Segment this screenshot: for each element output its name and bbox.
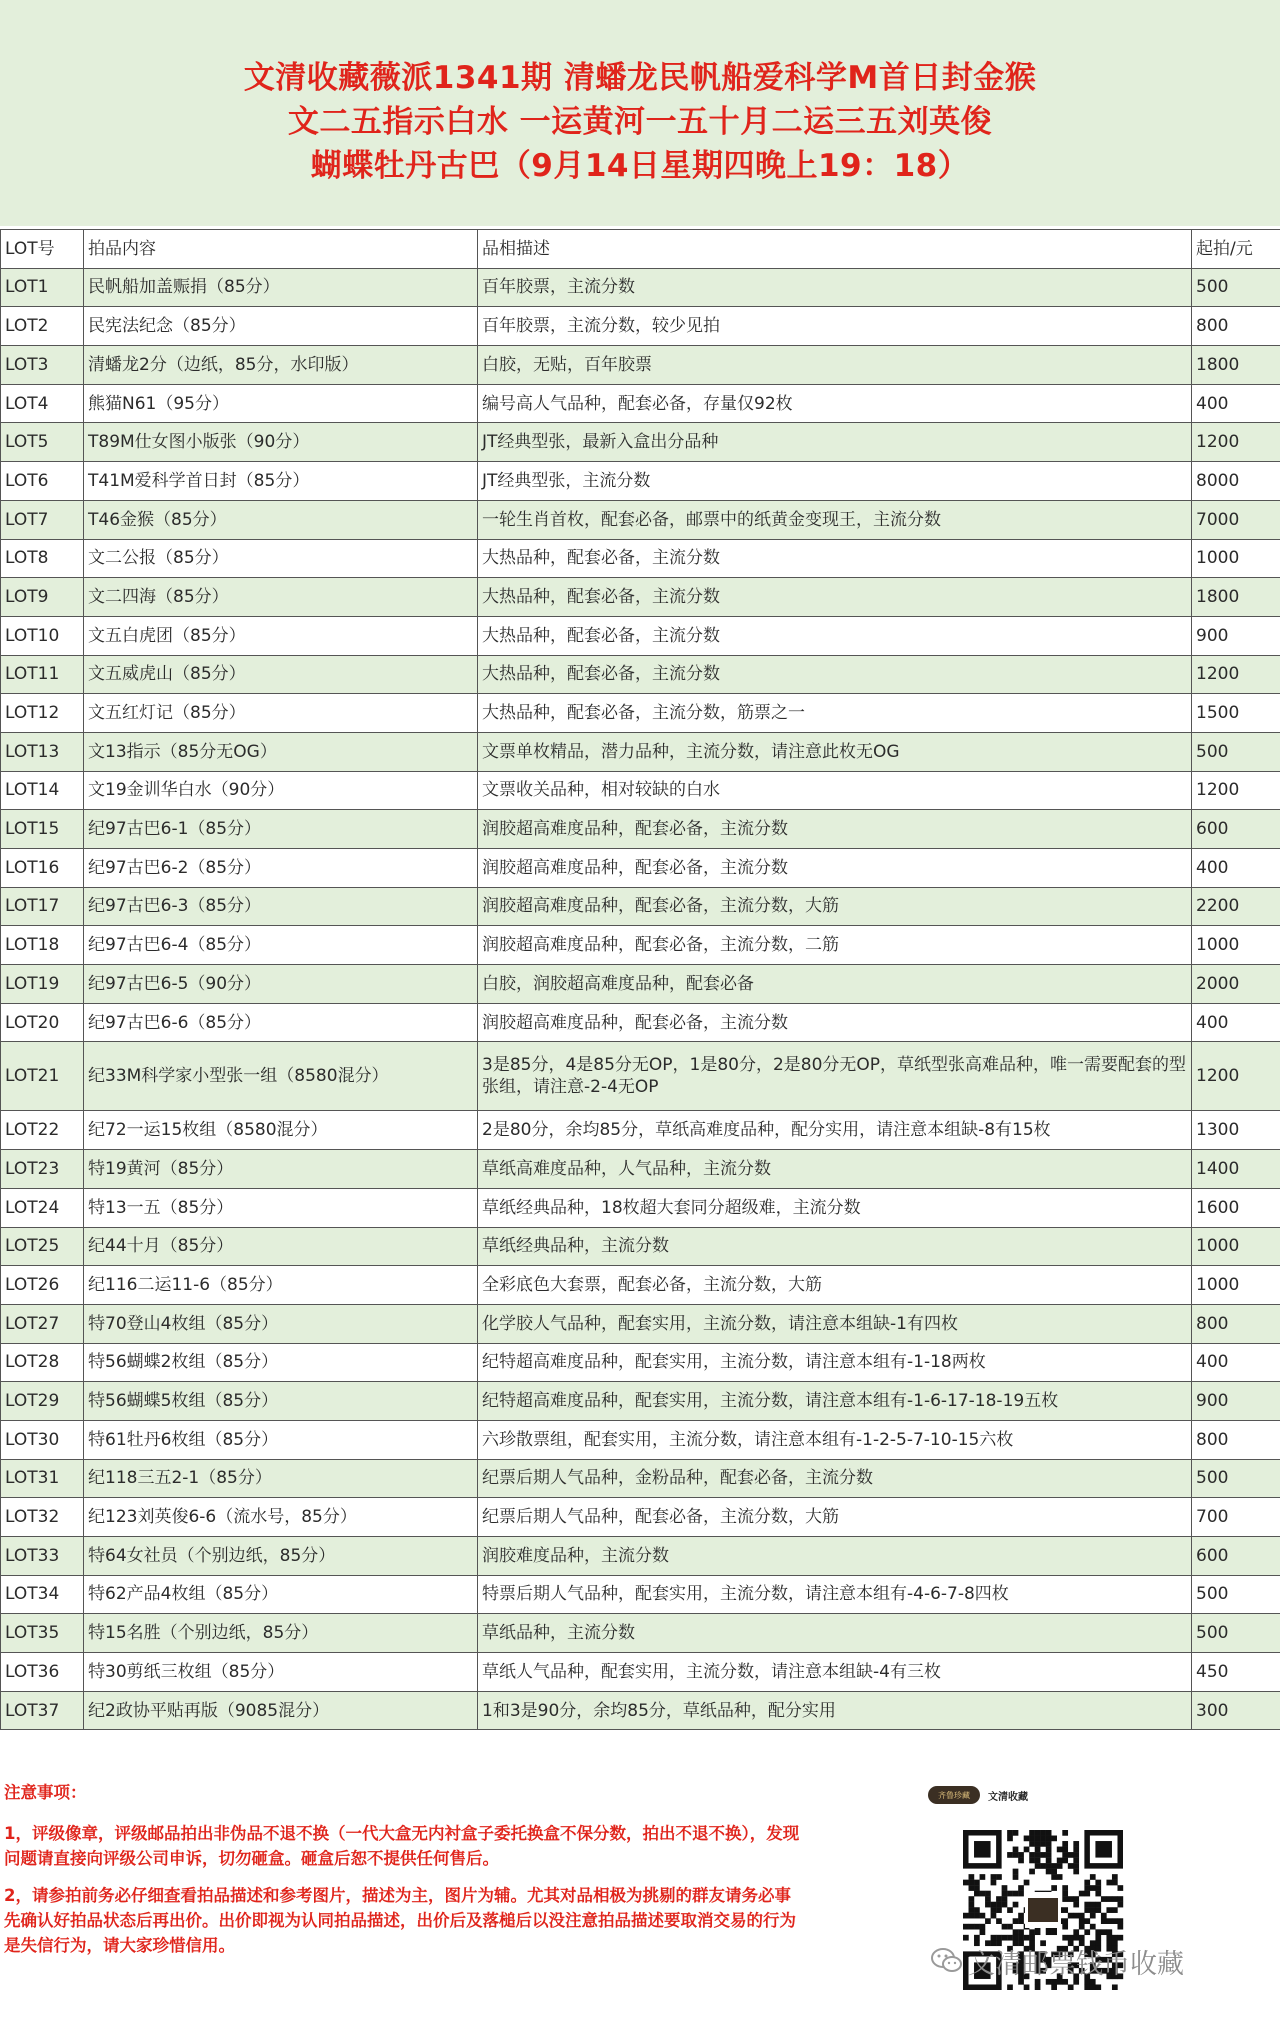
cell-desc: 百年胶票，主流分数，较少见拍 xyxy=(478,307,1192,346)
cell-price: 1600 xyxy=(1192,1188,1280,1227)
table-row xyxy=(1,1459,1280,1498)
cell-price: 500 xyxy=(1192,268,1280,307)
cell-content: 纪72一运15枚组（8580混分） xyxy=(84,1111,478,1150)
auction-table xyxy=(0,229,1280,1730)
cell-content: 特15名胜（个别边纸，85分） xyxy=(84,1614,478,1653)
cell-desc: 白胶，无贴，百年胶票 xyxy=(478,346,1192,385)
cell-lot: LOT3 xyxy=(1,346,84,385)
cell-desc: 全彩底色大套票，配套必备，主流分数，大筋 xyxy=(478,1266,1192,1305)
cell-price: 800 xyxy=(1192,1420,1280,1459)
cell-lot: LOT37 xyxy=(1,1691,84,1730)
table-body xyxy=(1,268,1280,1730)
cell-desc: 草纸人气品种，配套实用，主流分数，请注意本组缺-4有三枚 xyxy=(478,1653,1192,1692)
notes-heading: 注意事项： xyxy=(4,1783,87,1802)
cell-price: 1200 xyxy=(1192,423,1280,462)
cell-desc: 大热品种，配套必备，主流分数 xyxy=(478,655,1192,694)
cell-content: 清蟠龙2分（边纸，85分，水印版） xyxy=(84,346,478,385)
notes-section xyxy=(4,1780,804,1970)
cell-desc: 一轮生肖首枚，配套必备，邮票中的纸黄金变现王，主流分数 xyxy=(478,500,1192,539)
cell-lot: LOT15 xyxy=(1,810,84,849)
cell-content: 纪116二运11-6（85分） xyxy=(84,1266,478,1305)
table-row xyxy=(1,1003,1280,1042)
cell-desc: 润胶超高难度品种，配套必备，主流分数，大筋 xyxy=(478,887,1192,926)
cell-desc: 化学胶人气品种，配套实用，主流分数，请注意本组缺-1有四枚 xyxy=(478,1304,1192,1343)
table-row xyxy=(1,1150,1280,1189)
table-row xyxy=(1,268,1280,307)
cell-price: 400 xyxy=(1192,849,1280,888)
cell-lot: LOT8 xyxy=(1,539,84,578)
table-row xyxy=(1,1266,1280,1305)
cell-price: 1200 xyxy=(1192,655,1280,694)
cell-price: 1500 xyxy=(1192,694,1280,733)
table-row xyxy=(1,346,1280,385)
cell-price: 800 xyxy=(1192,1304,1280,1343)
cell-desc: 百年胶票，主流分数 xyxy=(478,268,1192,307)
cell-price: 300 xyxy=(1192,1691,1280,1730)
cell-desc: 草纸品种，主流分数 xyxy=(478,1614,1192,1653)
table-row xyxy=(1,462,1280,501)
cell-desc: 草纸经典品种，18枚超大套同分超级难，主流分数 xyxy=(478,1188,1192,1227)
header-lot: LOT号 xyxy=(1,230,84,269)
cell-price: 800 xyxy=(1192,307,1280,346)
table-row xyxy=(1,1227,1280,1266)
cell-lot: LOT17 xyxy=(1,887,84,926)
cell-price: 500 xyxy=(1192,1575,1280,1614)
brand-logo: 齐鲁珍藏 xyxy=(928,1786,980,1804)
header-desc: 品相描述 xyxy=(478,230,1192,269)
table-row xyxy=(1,1420,1280,1459)
cell-lot: LOT4 xyxy=(1,384,84,423)
cell-desc: 草纸高难度品种，人气品种，主流分数 xyxy=(478,1150,1192,1189)
cell-content: 文19金训华白水（90分） xyxy=(84,771,478,810)
cell-content: 文二公报（85分） xyxy=(84,539,478,578)
cell-content: 特61牡丹6枚组（85分） xyxy=(84,1420,478,1459)
cell-lot: LOT23 xyxy=(1,1150,84,1189)
cell-lot: LOT28 xyxy=(1,1343,84,1382)
cell-lot: LOT9 xyxy=(1,578,84,617)
table-row xyxy=(1,694,1280,733)
notes-item-2: 2，请参拍前务必仔细查看拍品描述和参考图片，描述为主，图片为辅。尤其对品相极为挑剔的群友请务必事先确认好拍品状态后再出价。出价即视为认同拍品描述，出价后及落槌后以没注意拍品描述要取消交易的行为是失信行为，请大家珍惜信用。 xyxy=(4,1886,796,1955)
cell-desc: 润胶难度品种，主流分数 xyxy=(478,1537,1192,1576)
table-row xyxy=(1,1304,1280,1343)
cell-price: 1000 xyxy=(1192,926,1280,965)
cell-desc: 大热品种，配套必备，主流分数，筋票之一 xyxy=(478,694,1192,733)
table-row xyxy=(1,1691,1280,1730)
cell-content: 纪97古巴6-2（85分） xyxy=(84,849,478,888)
header-content: 拍品内容 xyxy=(84,230,478,269)
cell-lot: LOT33 xyxy=(1,1537,84,1576)
cell-desc: 润胶超高难度品种，配套必备，主流分数 xyxy=(478,849,1192,888)
cell-content: 特70登山4枚组（85分） xyxy=(84,1304,478,1343)
cell-desc: 文票收关品种，相对较缺的白水 xyxy=(478,771,1192,810)
cell-content: 特13一五（85分） xyxy=(84,1188,478,1227)
cell-price: 7000 xyxy=(1192,500,1280,539)
cell-lot: LOT34 xyxy=(1,1575,84,1614)
cell-content: 纪33M科学家小型张一组（8580混分） xyxy=(84,1042,478,1111)
cell-content: 特30剪纸三枚组（85分） xyxy=(84,1653,478,1692)
table-row xyxy=(1,1653,1280,1692)
cell-price: 1200 xyxy=(1192,771,1280,810)
cell-price: 8000 xyxy=(1192,462,1280,501)
cell-desc: 大热品种，配套必备，主流分数 xyxy=(478,616,1192,655)
title-line-1: 文清收藏薇派1341期 清蟠龙民帆船爱科学M首日封金猴 xyxy=(243,60,1037,96)
cell-lot: LOT2 xyxy=(1,307,84,346)
cell-price: 1200 xyxy=(1192,1042,1280,1111)
cell-lot: LOT12 xyxy=(1,694,84,733)
cell-price: 1800 xyxy=(1192,578,1280,617)
cell-lot: LOT10 xyxy=(1,616,84,655)
table-row xyxy=(1,926,1280,965)
table-row xyxy=(1,1343,1280,1382)
table-row xyxy=(1,1382,1280,1421)
table-row xyxy=(1,849,1280,888)
table-row xyxy=(1,1111,1280,1150)
header-price: 起拍/元 xyxy=(1192,230,1280,269)
cell-content: 熊猫N61（95分） xyxy=(84,384,478,423)
table-row xyxy=(1,1042,1280,1111)
cell-content: 文五红灯记（85分） xyxy=(84,694,478,733)
cell-content: 特19黄河（85分） xyxy=(84,1150,478,1189)
cell-lot: LOT29 xyxy=(1,1382,84,1421)
cell-lot: LOT7 xyxy=(1,500,84,539)
wechat-icon xyxy=(930,1946,964,1976)
table-row xyxy=(1,965,1280,1004)
title-block xyxy=(0,0,1280,226)
cell-lot: LOT14 xyxy=(1,771,84,810)
cell-content: 纪118三五2-1（85分） xyxy=(84,1459,478,1498)
cell-desc: 白胶，润胶超高难度品种，配套必备 xyxy=(478,965,1192,1004)
cell-content: 特56蝴蝶5枚组（85分） xyxy=(84,1382,478,1421)
cell-content: 民宪法纪念（85分） xyxy=(84,307,478,346)
cell-lot: LOT26 xyxy=(1,1266,84,1305)
cell-content: T46金猴（85分） xyxy=(84,500,478,539)
cell-content: 文五白虎团（85分） xyxy=(84,616,478,655)
cell-lot: LOT13 xyxy=(1,732,84,771)
cell-content: 纪97古巴6-1（85分） xyxy=(84,810,478,849)
cell-content: 纪97古巴6-6（85分） xyxy=(84,1003,478,1042)
cell-lot: LOT19 xyxy=(1,965,84,1004)
cell-lot: LOT36 xyxy=(1,1653,84,1692)
table-row xyxy=(1,771,1280,810)
table-row xyxy=(1,1614,1280,1653)
cell-price: 400 xyxy=(1192,1003,1280,1042)
cell-price: 900 xyxy=(1192,1382,1280,1421)
title-line-3: 蝴蝶牡丹古巴（9月14日星期四晚上19：18） xyxy=(310,148,970,184)
cell-content: 纪2政协平贴再版（9085混分） xyxy=(84,1691,478,1730)
cell-desc: 纪票后期人气品种，金粉品种，配套必备，主流分数 xyxy=(478,1459,1192,1498)
cell-desc: 纪特超高难度品种，配套实用，主流分数，请注意本组有-1-18两枚 xyxy=(478,1343,1192,1382)
table-row xyxy=(1,810,1280,849)
cell-content: 特56蝴蝶2枚组（85分） xyxy=(84,1343,478,1382)
cell-content: 纪97古巴6-5（90分） xyxy=(84,965,478,1004)
cell-price: 500 xyxy=(1192,1614,1280,1653)
cell-lot: LOT16 xyxy=(1,849,84,888)
cell-lot: LOT20 xyxy=(1,1003,84,1042)
cell-content: 文13指示（85分无OG） xyxy=(84,732,478,771)
title-line-2: 文二五指示白水 一运黄河一五十月二运三五刘英俊 xyxy=(287,104,993,140)
cell-desc: 润胶超高难度品种，配套必备，主流分数 xyxy=(478,1003,1192,1042)
table-row xyxy=(1,616,1280,655)
cell-desc: 文票单枚精品，潜力品种，主流分数，请注意此枚无OG xyxy=(478,732,1192,771)
cell-content: T89M仕女图小版张（90分） xyxy=(84,423,478,462)
cell-lot: LOT25 xyxy=(1,1227,84,1266)
cell-desc: 六珍散票组，配套实用，主流分数，请注意本组有-1-2-5-7-10-15六枚 xyxy=(478,1420,1192,1459)
cell-desc: JT经典型张，最新入盒出分品种 xyxy=(478,423,1192,462)
cell-content: T41M爱科学首日封（85分） xyxy=(84,462,478,501)
cell-desc: 3是85分，4是85分无OP，1是80分，2是80分无OP，草纸型张高难品种，唯一需要配套的型张组，请注意-2-4无OP xyxy=(478,1042,1192,1111)
table-row xyxy=(1,500,1280,539)
table-row xyxy=(1,732,1280,771)
cell-content: 民帆船加盖赈捐（85分） xyxy=(84,268,478,307)
table-row xyxy=(1,307,1280,346)
cell-lot: LOT11 xyxy=(1,655,84,694)
cell-desc: 编号高人气品种，配套必备，存量仅92枚 xyxy=(478,384,1192,423)
table-row xyxy=(1,423,1280,462)
cell-desc: 草纸经典品种，主流分数 xyxy=(478,1227,1192,1266)
table-row xyxy=(1,1575,1280,1614)
cell-content: 特62产品4枚组（85分） xyxy=(84,1575,478,1614)
table-row xyxy=(1,578,1280,617)
cell-lot: LOT35 xyxy=(1,1614,84,1653)
cell-desc: 2是80分，余均85分，草纸高难度品种，配分实用，请注意本组缺-8有15枚 xyxy=(478,1111,1192,1150)
cell-price: 1300 xyxy=(1192,1111,1280,1150)
cell-lot: LOT31 xyxy=(1,1459,84,1498)
brand-name: 文清收藏 xyxy=(988,1791,1028,1803)
cell-desc: 大热品种，配套必备，主流分数 xyxy=(478,578,1192,617)
cell-content: 文二四海（85分） xyxy=(84,578,478,617)
cell-lot: LOT18 xyxy=(1,926,84,965)
cell-lot: LOT22 xyxy=(1,1111,84,1150)
cell-desc: 纪票后期人气品种，配套必备，主流分数，大筋 xyxy=(478,1498,1192,1537)
table-row xyxy=(1,1537,1280,1576)
table-row xyxy=(1,655,1280,694)
cell-price: 600 xyxy=(1192,810,1280,849)
cell-price: 1000 xyxy=(1192,1266,1280,1305)
table-row xyxy=(1,1498,1280,1537)
cell-content: 特64女社员（个别边纸，85分） xyxy=(84,1537,478,1576)
cell-price: 900 xyxy=(1192,616,1280,655)
cell-price: 600 xyxy=(1192,1537,1280,1576)
table-row xyxy=(1,887,1280,926)
cell-lot: LOT1 xyxy=(1,268,84,307)
cell-lot: LOT21 xyxy=(1,1042,84,1111)
cell-lot: LOT30 xyxy=(1,1420,84,1459)
table-row xyxy=(1,384,1280,423)
cell-content: 纪97古巴6-4（85分） xyxy=(84,926,478,965)
cell-lot: LOT24 xyxy=(1,1188,84,1227)
cell-desc: 纪特超高难度品种，配套实用，主流分数，请注意本组有-1-6-17-18-19五枚 xyxy=(478,1382,1192,1421)
cell-price: 700 xyxy=(1192,1498,1280,1537)
cell-lot: LOT27 xyxy=(1,1304,84,1343)
cell-price: 1400 xyxy=(1192,1150,1280,1189)
cell-price: 400 xyxy=(1192,1343,1280,1382)
cell-desc: 特票后期人气品种，配套实用，主流分数，请注意本组有-4-6-7-8四枚 xyxy=(478,1575,1192,1614)
cell-desc: 大热品种，配套必备，主流分数 xyxy=(478,539,1192,578)
cell-content: 纪123刘英俊6-6（流水号，85分） xyxy=(84,1498,478,1537)
watermark xyxy=(930,1943,1184,1979)
cell-price: 400 xyxy=(1192,384,1280,423)
table-row xyxy=(1,1188,1280,1227)
cell-content: 文五威虎山（85分） xyxy=(84,655,478,694)
table-header-row xyxy=(1,230,1280,269)
cell-price: 1800 xyxy=(1192,346,1280,385)
cell-desc: 润胶超高难度品种，配套必备，主流分数，二筋 xyxy=(478,926,1192,965)
cell-price: 500 xyxy=(1192,1459,1280,1498)
cell-content: 纪97古巴6-3（85分） xyxy=(84,887,478,926)
cell-lot: LOT5 xyxy=(1,423,84,462)
cell-desc: 1和3是90分，余均85分，草纸品种，配分实用 xyxy=(478,1691,1192,1730)
cell-price: 1000 xyxy=(1192,539,1280,578)
cell-price: 2200 xyxy=(1192,887,1280,926)
cell-price: 1000 xyxy=(1192,1227,1280,1266)
watermark-text: 文清邮票钱币收藏 xyxy=(968,1948,1184,1980)
table-row xyxy=(1,539,1280,578)
cell-lot: LOT32 xyxy=(1,1498,84,1537)
cell-lot: LOT6 xyxy=(1,462,84,501)
cell-desc: JT经典型张，主流分数 xyxy=(478,462,1192,501)
cell-price: 500 xyxy=(1192,732,1280,771)
notes-item-1: 1，评级像章，评级邮品拍出非伪品不退不换（一代大盒无内衬盒子委托换盒不保分数，拍出不退不换），发现问题请直接向评级公司申诉，切勿砸盒。砸盒后恕不提供任何售后。 xyxy=(4,1824,800,1868)
cell-desc: 润胶超高难度品种，配套必备，主流分数 xyxy=(478,810,1192,849)
cell-price: 450 xyxy=(1192,1653,1280,1692)
cell-price: 2000 xyxy=(1192,965,1280,1004)
cell-content: 纪44十月（85分） xyxy=(84,1227,478,1266)
brand-row xyxy=(928,1780,1156,1810)
